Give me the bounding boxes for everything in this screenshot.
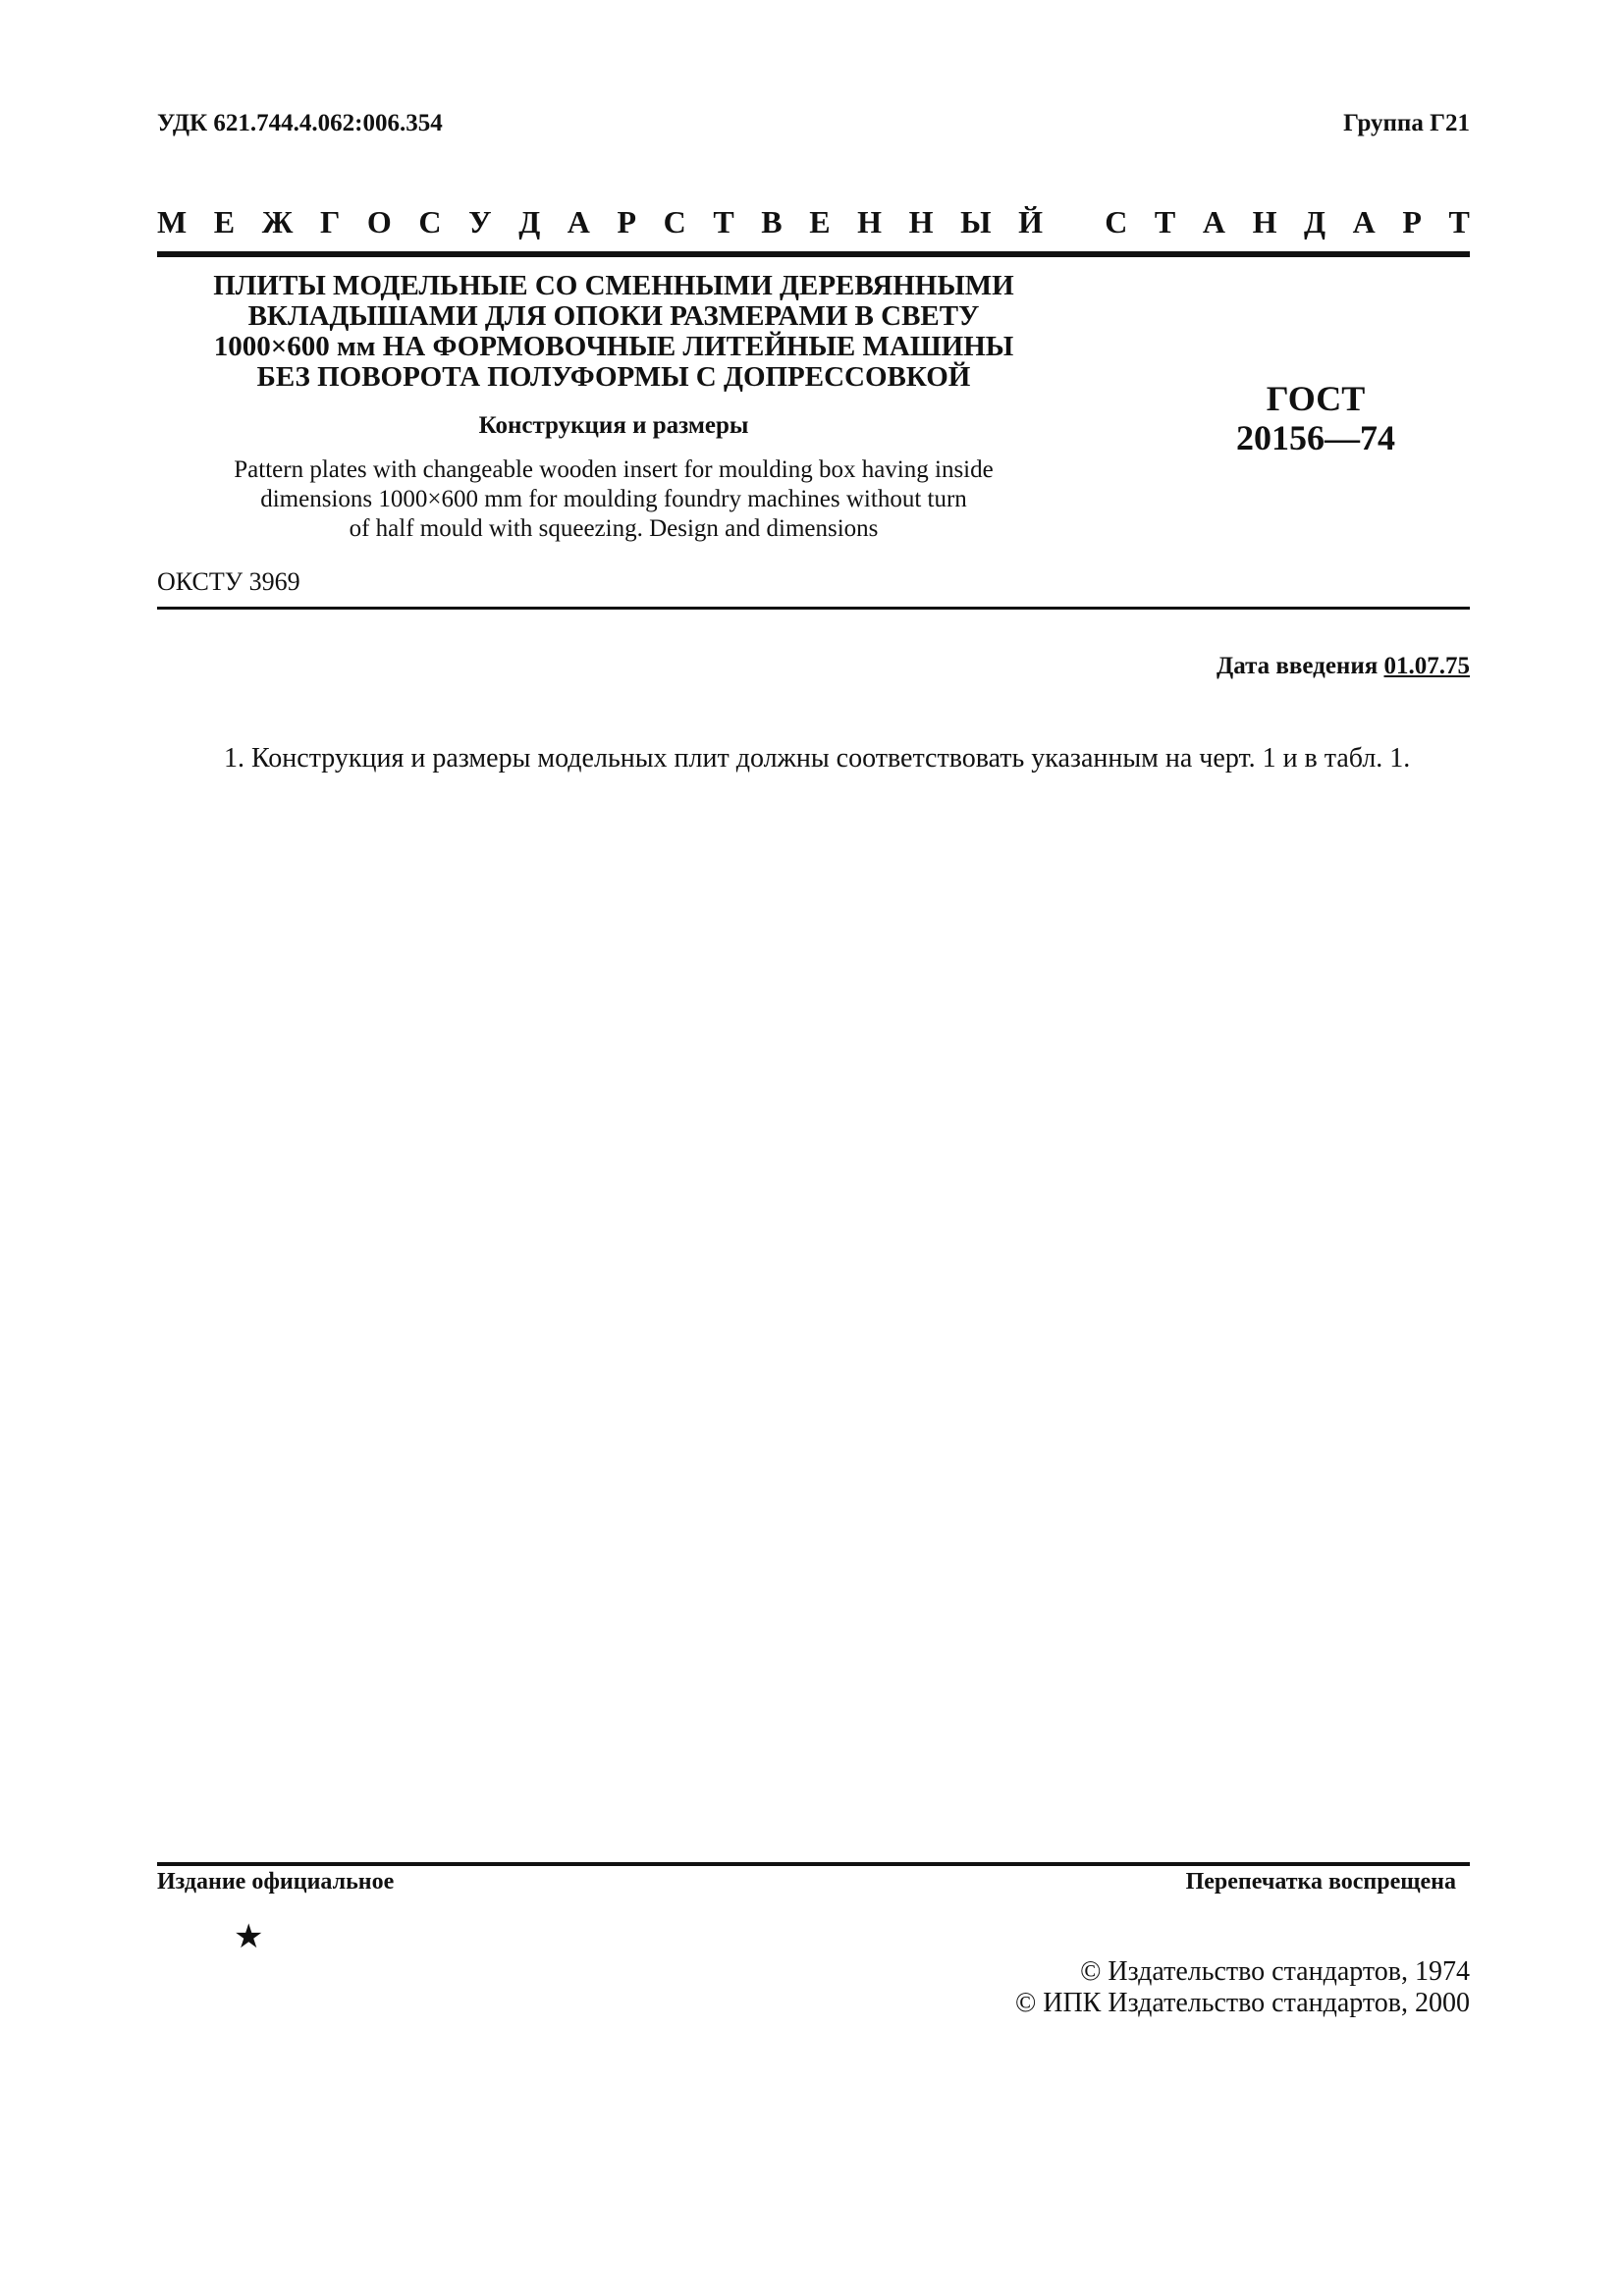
banner-letter: С <box>1105 204 1128 240</box>
title-english-line: dimensions 1000×600 mm for moulding foundry machines without turn <box>260 486 967 512</box>
banner-letter: Н <box>1252 204 1277 240</box>
gost-label: ГОСТ <box>1266 379 1366 418</box>
banner-letter: Ы <box>960 204 992 240</box>
title-english-line: Pattern plates with changeable wooden insert for moulding box having inside <box>234 456 994 483</box>
banner-letter: Е <box>213 204 236 240</box>
title-subtitle: Конструкция и размеры <box>478 412 749 439</box>
banner-letter: В <box>761 204 783 240</box>
copyright-block <box>1015 1956 1470 2019</box>
banner-letter: А <box>567 204 590 240</box>
banner-letter: У <box>468 204 492 240</box>
banner-letter: А <box>1202 204 1225 240</box>
effective-date <box>1217 653 1470 680</box>
title-line: ВКЛАДЫШАМИ ДЛЯ ОПОКИ РАЗМЕРАМИ В СВЕТУ <box>247 300 980 332</box>
banner-letter: Е <box>809 204 831 240</box>
banner-letter: С <box>663 204 686 240</box>
title-line: ПЛИТЫ МОДЕЛЬНЫЕ СО СМЕННЫМИ ДЕРЕВЯННЫМИ <box>213 270 1014 301</box>
title-line: 1000×600 мм НА ФОРМОВОЧНЫЕ ЛИТЕЙНЫЕ МАШИНЫ <box>213 331 1014 362</box>
banner-letter: Н <box>908 204 934 240</box>
banner-letter: А <box>1352 204 1376 240</box>
banner-letter: М <box>157 204 188 240</box>
title-block <box>157 271 1070 544</box>
title-english <box>157 455 1070 544</box>
udk-code: УДК 621.744.4.062:006.354 <box>157 110 443 136</box>
banner-letter: Д <box>518 204 541 240</box>
no-reprint-notice: Перепечатка воспрещена <box>1185 1869 1456 1895</box>
title-english-line: of half mould with squeezing. Design and dimensions <box>349 515 879 542</box>
effective-date-label: Дата введения <box>1217 653 1379 679</box>
banner-letter: Р <box>617 204 637 240</box>
star-icon: ★ <box>234 1919 264 1955</box>
official-edition: Издание официальное <box>157 1869 395 1895</box>
title-line: БЕЗ ПОВОРОТА ПОЛУФОРМЫ С ДОПРЕССОВКОЙ <box>256 361 971 393</box>
banner-letter: Д <box>1304 204 1326 240</box>
banner-letter: Т <box>713 204 734 240</box>
effective-date-value: 01.07.75 <box>1383 653 1470 679</box>
gost-number: 20156—74 <box>1236 418 1395 457</box>
banner-letter: Т <box>1154 204 1176 240</box>
banner-letter: С <box>418 204 442 240</box>
body-paragraph: 1. Конструкция и размеры модельных плит должны соответствовать указанным на черт. 1 и в табл. 1. <box>224 743 1411 774</box>
copyright-line: © ИПК Издательство стандартов, 2000 <box>1014 1988 1470 2018</box>
banner-letter: О <box>366 204 392 240</box>
title-rule <box>157 607 1470 610</box>
banner-letter: Ж <box>261 204 294 240</box>
copyright-line: © Издательство стандартов, 1974 <box>1080 1956 1470 1987</box>
banner-letter: Г <box>319 204 341 240</box>
banner-letter: Т <box>1448 204 1470 240</box>
interstate-standard-banner <box>157 204 1470 240</box>
banner-gap <box>1070 204 1078 240</box>
banner-letter: Й <box>1018 204 1044 240</box>
group-code: Группа Г21 <box>1343 110 1470 136</box>
footer-rule <box>157 1862 1470 1866</box>
gost-designation <box>1178 379 1453 457</box>
header-rule <box>157 251 1470 257</box>
banner-letter: Р <box>1402 204 1422 240</box>
banner-letter: Н <box>857 204 883 240</box>
oksu-code: ОКСТУ 3969 <box>157 567 300 596</box>
